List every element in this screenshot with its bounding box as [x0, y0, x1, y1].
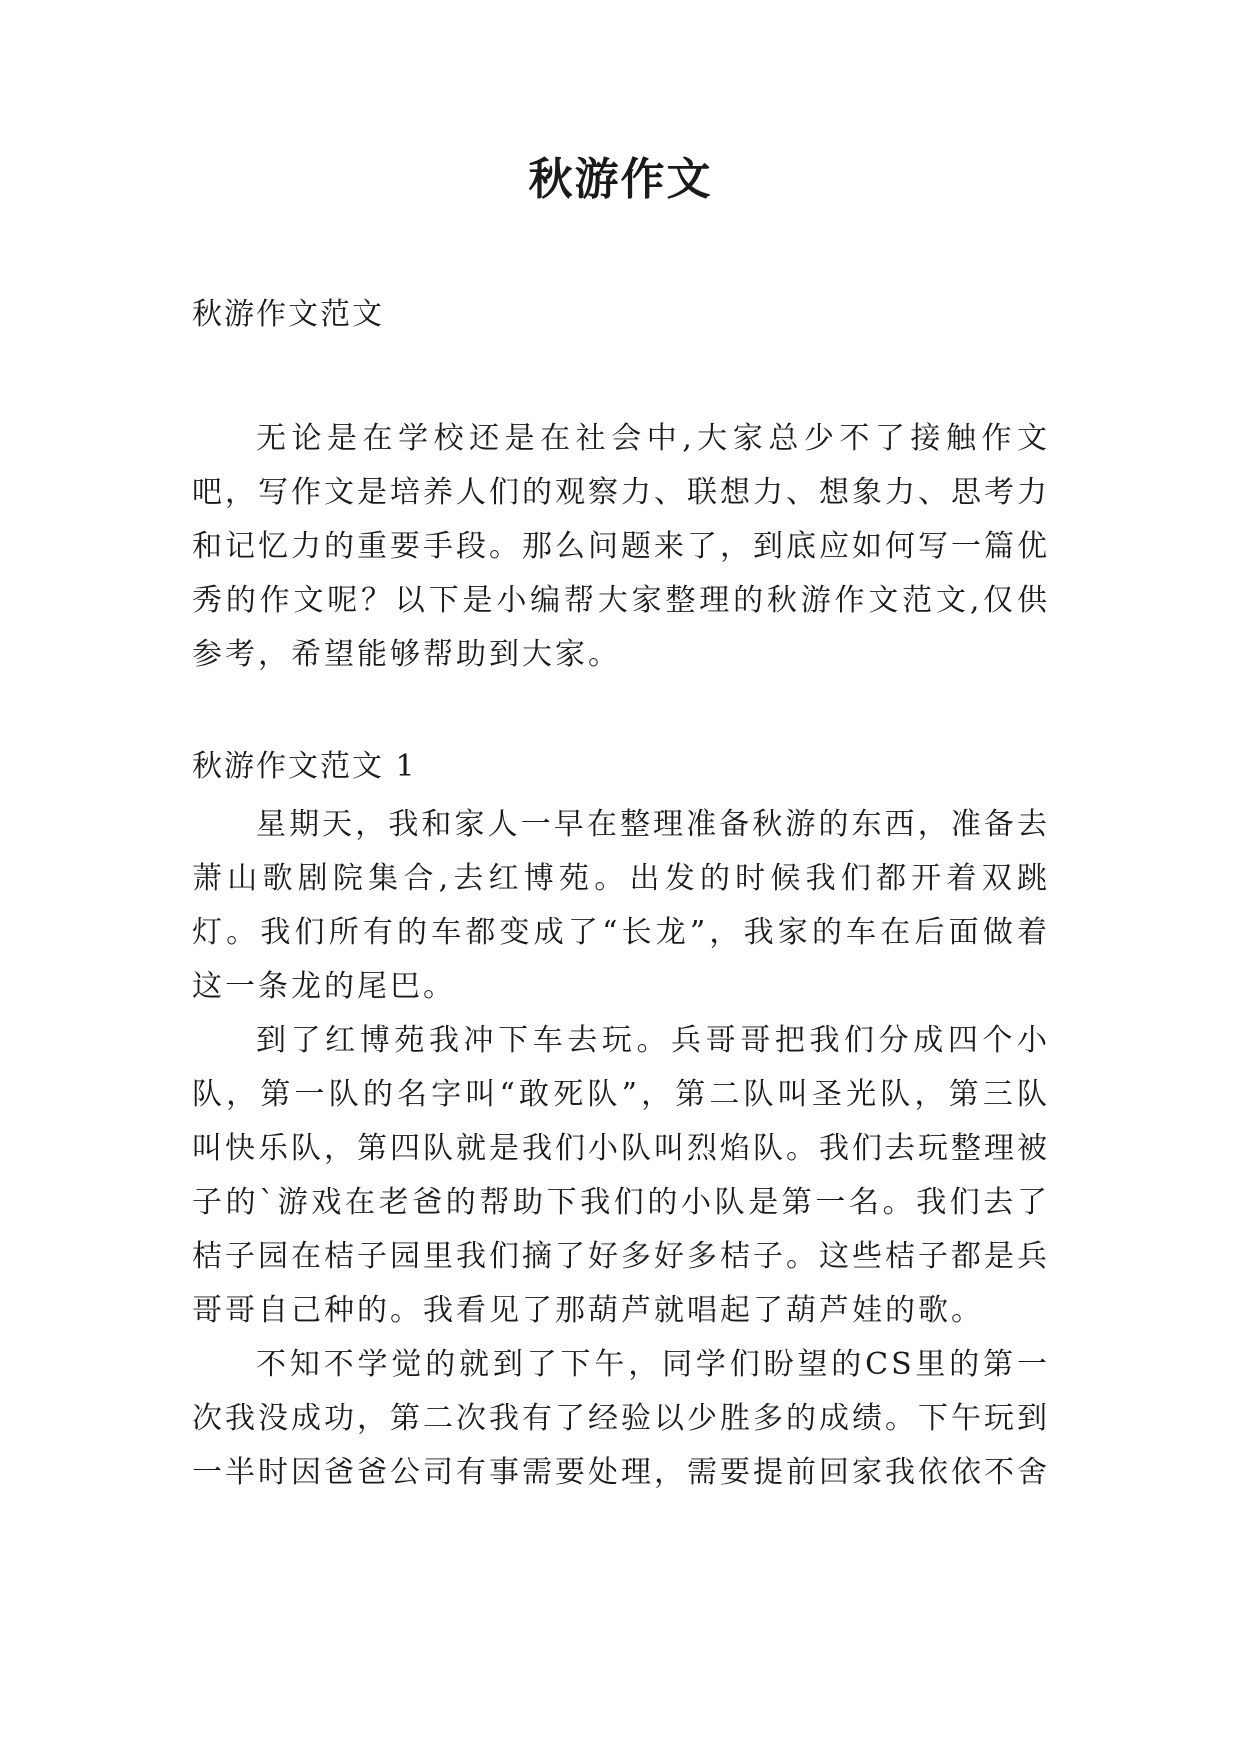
spacer: [192, 340, 1050, 412]
body-paragraph-3: 不知不学觉的就到了下午，同学们盼望的CS里的第一次我没成功，第二次我有了经验以少胜多的成绩。下午玩到一半时因爸爸公司有事需要处理，需要提前回家我依依不舍: [192, 1347, 1050, 1490]
intro-paragraph: 无论是在学校还是在社会中,大家总少不了接触作文吧，写作文是培养人们的观察力、联想力、想象力、思考力和记忆力的重要手段。那么问题来了，到底应如何写一篇优秀的作文呢？以下是小编帮大家整理的秋游作文范文,仅供参考，希望能够帮助到大家。: [192, 421, 1050, 672]
document-title: 秋游作文: [528, 154, 713, 205]
spacer: [192, 682, 1050, 742]
document-body: [192, 290, 1050, 1500]
document-heading: 秋游作文范文: [192, 297, 384, 332]
body-paragraph-1: 星期天，我和家人一早在整理准备秋游的东西，准备去萧山歌剧院集合,去红博苑。出发的时候我们都开着双跳灯。我们所有的车都变成了“长龙”，我家的车在后面做着这一条龙的尾巴。: [192, 807, 1050, 1004]
section-title: 秋游作文范文 1: [192, 749, 417, 784]
body-paragraph-2: 到了红博苑我冲下车去玩。兵哥哥把我们分成四个小队，第一队的名字叫“敢死队”，第二队叫圣光队，第三队叫快乐队，第四队就是我们小队叫烈焰队。我们去玩整理被子的`游戏在老爸的帮助下我们的小队是第一名。我们去了桔子园在桔子园里我们摘了好多好多桔子。这些桔子都是兵哥哥自己种的。我看见了那葫芦就唱起了葫芦娃的歌。: [192, 1023, 1050, 1328]
